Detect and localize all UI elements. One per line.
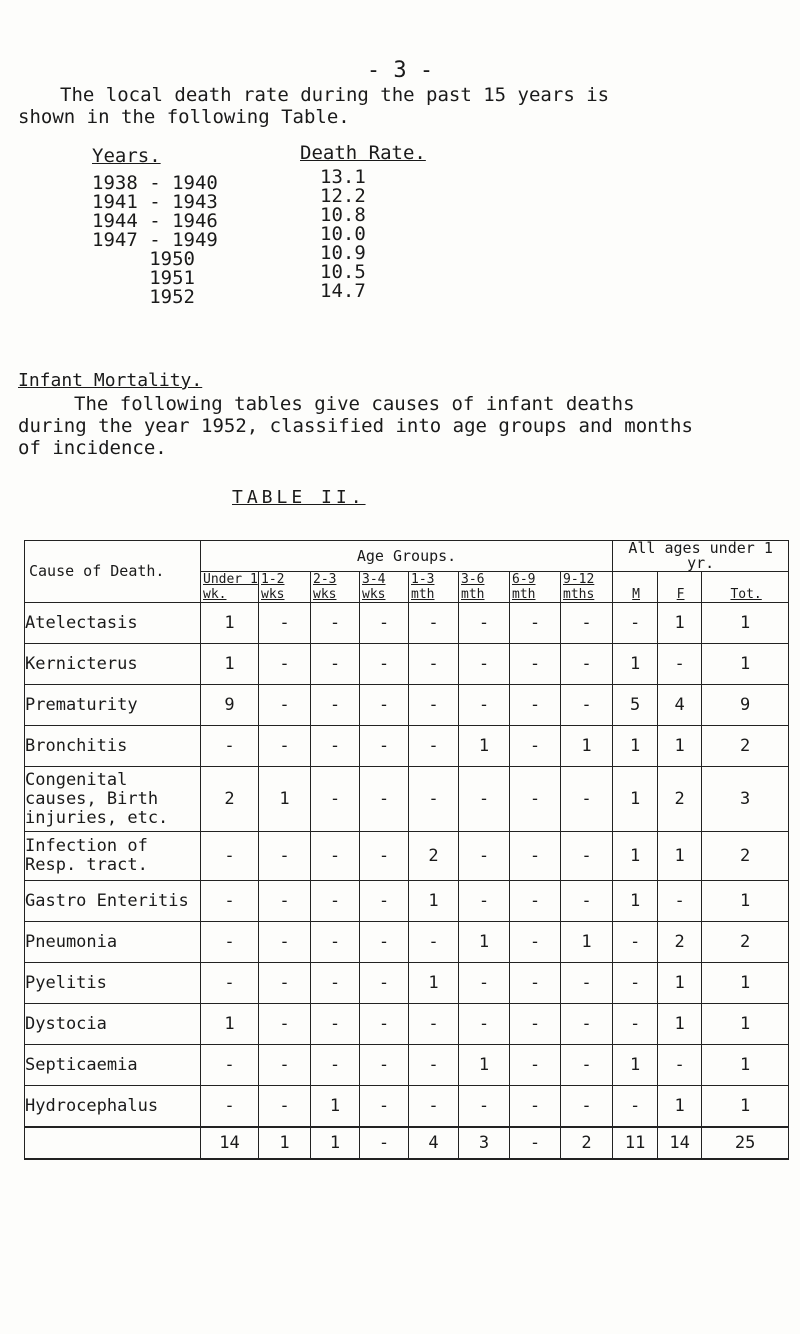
value-cell: - bbox=[613, 963, 658, 1004]
value-cell: 1 bbox=[658, 963, 702, 1004]
column-header: M bbox=[613, 572, 658, 603]
value-cell: - bbox=[459, 963, 510, 1004]
value-cell: - bbox=[613, 603, 658, 644]
intro-line-2: shown in the following Table. bbox=[18, 106, 350, 128]
value-cell: - bbox=[561, 1045, 613, 1086]
value-cell: - bbox=[360, 726, 409, 767]
value-cell: - bbox=[409, 1045, 459, 1086]
value-cell: - bbox=[360, 832, 409, 881]
total-cell: 2 bbox=[561, 1127, 613, 1159]
years-value: 1952 bbox=[92, 286, 195, 308]
value-cell: - bbox=[561, 603, 613, 644]
value-cell: - bbox=[360, 1086, 409, 1128]
cause-cell: Kernicterus bbox=[25, 644, 201, 685]
value-cell: - bbox=[561, 963, 613, 1004]
column-header: F bbox=[658, 572, 702, 603]
value-cell: - bbox=[360, 644, 409, 685]
years-value: 1941 - 1943 bbox=[92, 191, 218, 213]
infant-mortality-heading: Infant Mortality. bbox=[18, 370, 203, 391]
value-cell: - bbox=[311, 1004, 360, 1045]
value-cell: - bbox=[459, 832, 510, 881]
value-cell: - bbox=[459, 603, 510, 644]
para-line-2: during the year 1952, classified into age groups and months bbox=[18, 415, 693, 437]
value-cell: 1 bbox=[201, 1004, 259, 1045]
cause-line: Congenital bbox=[25, 769, 128, 790]
value-cell: - bbox=[311, 1045, 360, 1086]
value-cell: 1 bbox=[201, 603, 259, 644]
value-cell: - bbox=[201, 1045, 259, 1086]
total-cell: 1 bbox=[311, 1127, 360, 1159]
value-cell: 2 bbox=[702, 726, 789, 767]
years-value: 1938 - 1940 bbox=[92, 172, 218, 194]
age-groups-header: Age Groups. bbox=[201, 541, 613, 572]
value-cell: 1 bbox=[658, 726, 702, 767]
value-cell: 5 bbox=[613, 685, 658, 726]
value-cell: - bbox=[409, 1086, 459, 1128]
table-row bbox=[25, 922, 789, 963]
value-cell: - bbox=[409, 644, 459, 685]
value-cell: - bbox=[259, 1004, 311, 1045]
cause-cell: Pneumonia bbox=[25, 922, 201, 963]
table-row bbox=[25, 881, 789, 922]
value-cell: 1 bbox=[702, 881, 789, 922]
cause-cell: Dystocia bbox=[25, 1004, 201, 1045]
value-cell: 2 bbox=[409, 832, 459, 881]
value-cell: - bbox=[360, 685, 409, 726]
death-rate-header: Death Rate. bbox=[300, 142, 426, 164]
value-cell: - bbox=[201, 1086, 259, 1128]
table-row bbox=[25, 1004, 789, 1045]
value-cell: 1 bbox=[613, 726, 658, 767]
value-cell: - bbox=[561, 1004, 613, 1045]
totals-row bbox=[25, 1127, 789, 1159]
table-row bbox=[25, 685, 789, 726]
value-cell: - bbox=[459, 881, 510, 922]
cause-cell: Atelectasis bbox=[25, 603, 201, 644]
cause-cell: Septicaemia bbox=[25, 1045, 201, 1086]
death-rate-value: 10.5 bbox=[320, 261, 366, 283]
value-cell: - bbox=[259, 644, 311, 685]
value-cell: 1 bbox=[613, 644, 658, 685]
value-cell: - bbox=[201, 963, 259, 1004]
value-cell: - bbox=[259, 603, 311, 644]
years-value: 1944 - 1946 bbox=[92, 210, 218, 232]
column-header: Under 1 wk. bbox=[201, 572, 259, 603]
cause-line: injuries, etc. bbox=[25, 807, 169, 828]
value-cell: - bbox=[510, 832, 561, 881]
value-cell: - bbox=[459, 644, 510, 685]
death-rate-value: 13.1 bbox=[320, 166, 366, 188]
value-cell: - bbox=[311, 767, 360, 832]
intro-paragraph bbox=[18, 84, 778, 128]
value-cell: - bbox=[259, 963, 311, 1004]
years-value: 1951 bbox=[92, 267, 195, 289]
death-rate-value: 12.2 bbox=[320, 185, 366, 207]
value-cell: 1 bbox=[613, 1045, 658, 1086]
value-cell: - bbox=[360, 603, 409, 644]
column-header: 6-9 mth bbox=[510, 572, 561, 603]
value-cell: - bbox=[259, 685, 311, 726]
total-cell: 11 bbox=[613, 1127, 658, 1159]
cause-line: causes, Birth bbox=[25, 788, 159, 809]
value-cell: - bbox=[311, 685, 360, 726]
value-cell: - bbox=[360, 1004, 409, 1045]
value-cell: - bbox=[311, 726, 360, 767]
value-cell: - bbox=[409, 1004, 459, 1045]
column-header: 2-3 wks bbox=[311, 572, 360, 603]
value-cell: - bbox=[561, 1086, 613, 1128]
value-cell: - bbox=[510, 881, 561, 922]
value-cell: 1 bbox=[259, 767, 311, 832]
column-header: 9-12 mths bbox=[561, 572, 613, 603]
death-rate-value: 10.0 bbox=[320, 223, 366, 245]
value-cell: 2 bbox=[201, 767, 259, 832]
value-cell: - bbox=[561, 881, 613, 922]
value-cell: 2 bbox=[702, 832, 789, 881]
total-cell: 3 bbox=[459, 1127, 510, 1159]
value-cell: - bbox=[259, 922, 311, 963]
value-cell: - bbox=[360, 963, 409, 1004]
table-row bbox=[25, 603, 789, 644]
value-cell: 1 bbox=[658, 832, 702, 881]
total-cell: - bbox=[360, 1127, 409, 1159]
value-cell: - bbox=[311, 644, 360, 685]
total-cell: 4 bbox=[409, 1127, 459, 1159]
table-row bbox=[25, 963, 789, 1004]
column-header: 3-6 mth bbox=[459, 572, 510, 603]
value-cell: - bbox=[311, 881, 360, 922]
value-cell: - bbox=[259, 1086, 311, 1128]
value-cell: - bbox=[360, 1045, 409, 1086]
death-rate-value: 10.9 bbox=[320, 242, 366, 264]
value-cell: 2 bbox=[658, 922, 702, 963]
table-row bbox=[25, 644, 789, 685]
column-header: 3-4 wks bbox=[360, 572, 409, 603]
value-cell: - bbox=[510, 726, 561, 767]
value-cell: 3 bbox=[702, 767, 789, 832]
value-cell: - bbox=[409, 922, 459, 963]
value-cell: 1 bbox=[409, 881, 459, 922]
page-number: - 3 - bbox=[366, 58, 434, 83]
value-cell: - bbox=[613, 1086, 658, 1128]
value-cell: - bbox=[561, 767, 613, 832]
total-cell: 1 bbox=[259, 1127, 311, 1159]
value-cell: - bbox=[459, 767, 510, 832]
value-cell: 1 bbox=[702, 1004, 789, 1045]
value-cell: - bbox=[510, 1086, 561, 1128]
table-title: TABLE II. bbox=[232, 487, 366, 508]
years-value: 1947 - 1949 bbox=[92, 229, 218, 251]
cause-line: Resp. tract. bbox=[25, 855, 148, 875]
cause-line: Infection of bbox=[25, 836, 148, 856]
value-cell: - bbox=[409, 685, 459, 726]
value-cell: - bbox=[360, 767, 409, 832]
years-list bbox=[92, 174, 218, 307]
table-row bbox=[25, 767, 789, 832]
value-cell: - bbox=[658, 644, 702, 685]
value-cell: 1 bbox=[613, 881, 658, 922]
value-cell: - bbox=[360, 881, 409, 922]
value-cell: - bbox=[459, 1086, 510, 1128]
para-line-3: of incidence. bbox=[18, 437, 167, 459]
value-cell: - bbox=[311, 963, 360, 1004]
value-cell: - bbox=[409, 767, 459, 832]
table-row bbox=[25, 1086, 789, 1128]
death-rate-list bbox=[320, 168, 366, 301]
value-cell: 1 bbox=[702, 1086, 789, 1128]
table-row bbox=[25, 1045, 789, 1086]
value-cell: 1 bbox=[702, 603, 789, 644]
total-cell: 14 bbox=[658, 1127, 702, 1159]
total-cell: - bbox=[510, 1127, 561, 1159]
value-cell: - bbox=[311, 832, 360, 881]
value-cell: 1 bbox=[201, 644, 259, 685]
value-cell: 1 bbox=[658, 603, 702, 644]
infant-mortality-table bbox=[24, 540, 789, 1160]
value-cell: 1 bbox=[613, 832, 658, 881]
cause-cell: Bronchitis bbox=[25, 726, 201, 767]
value-cell: - bbox=[510, 685, 561, 726]
value-cell: - bbox=[459, 685, 510, 726]
value-cell: 1 bbox=[702, 963, 789, 1004]
death-rate-value: 10.8 bbox=[320, 204, 366, 226]
value-cell: 1 bbox=[311, 1086, 360, 1128]
cause-cell: Gastro Enteritis bbox=[25, 881, 201, 922]
years-header: Years. bbox=[92, 145, 161, 167]
value-cell: - bbox=[613, 1004, 658, 1045]
value-cell: 1 bbox=[459, 1045, 510, 1086]
value-cell: - bbox=[561, 832, 613, 881]
value-cell: 1 bbox=[459, 922, 510, 963]
value-cell: - bbox=[613, 922, 658, 963]
value-cell: 1 bbox=[702, 1045, 789, 1086]
value-cell: 9 bbox=[702, 685, 789, 726]
value-cell: 1 bbox=[613, 767, 658, 832]
value-cell: 1 bbox=[658, 1086, 702, 1128]
value-cell: 9 bbox=[201, 685, 259, 726]
value-cell: - bbox=[561, 685, 613, 726]
cause-cell: Prematurity bbox=[25, 685, 201, 726]
total-cell: 14 bbox=[201, 1127, 259, 1159]
value-cell: - bbox=[201, 922, 259, 963]
cause-header: Cause of Death. bbox=[25, 541, 201, 603]
value-cell: - bbox=[409, 603, 459, 644]
value-cell: - bbox=[360, 922, 409, 963]
value-cell: 4 bbox=[658, 685, 702, 726]
para-line-1: The following tables give causes of infant deaths bbox=[74, 393, 635, 415]
years-value: 1950 bbox=[92, 248, 195, 270]
column-header: 1-3 mth bbox=[409, 572, 459, 603]
value-cell: 2 bbox=[658, 767, 702, 832]
table-row bbox=[25, 726, 789, 767]
value-cell: 1 bbox=[702, 644, 789, 685]
intro-line-1: The local death rate during the past 15 years is bbox=[60, 84, 610, 106]
value-cell: - bbox=[201, 726, 259, 767]
value-cell: 2 bbox=[702, 922, 789, 963]
table-row bbox=[25, 832, 789, 881]
total-cell: 25 bbox=[702, 1127, 789, 1159]
value-cell: - bbox=[259, 1045, 311, 1086]
infant-mortality-paragraph bbox=[18, 393, 788, 459]
value-cell: - bbox=[311, 603, 360, 644]
value-cell: - bbox=[459, 1004, 510, 1045]
value-cell: - bbox=[510, 922, 561, 963]
all-ages-header: All ages under 1 yr. bbox=[613, 541, 789, 572]
value-cell: - bbox=[510, 644, 561, 685]
value-cell: - bbox=[510, 963, 561, 1004]
column-header: Tot. bbox=[702, 572, 789, 603]
value-cell: - bbox=[259, 832, 311, 881]
value-cell: - bbox=[259, 726, 311, 767]
value-cell: - bbox=[311, 922, 360, 963]
cause-cell: Pyelitis bbox=[25, 963, 201, 1004]
cause-cell bbox=[25, 832, 201, 881]
value-cell: - bbox=[510, 1045, 561, 1086]
value-cell: 1 bbox=[561, 726, 613, 767]
value-cell: - bbox=[561, 644, 613, 685]
cause-cell: Hydrocephalus bbox=[25, 1086, 201, 1128]
value-cell: - bbox=[259, 881, 311, 922]
death-rate-value: 14.7 bbox=[320, 280, 366, 302]
value-cell: 1 bbox=[658, 1004, 702, 1045]
value-cell: 1 bbox=[409, 963, 459, 1004]
value-cell: - bbox=[409, 726, 459, 767]
value-cell: - bbox=[658, 881, 702, 922]
column-header: 1-2 wks bbox=[259, 572, 311, 603]
value-cell: - bbox=[510, 767, 561, 832]
value-cell: 1 bbox=[561, 922, 613, 963]
totals-label-cell bbox=[25, 1127, 201, 1159]
value-cell: - bbox=[510, 1004, 561, 1045]
value-cell: - bbox=[201, 881, 259, 922]
value-cell: - bbox=[510, 603, 561, 644]
value-cell: 1 bbox=[459, 726, 510, 767]
value-cell: - bbox=[658, 1045, 702, 1086]
cause-cell bbox=[25, 767, 201, 832]
value-cell: - bbox=[201, 832, 259, 881]
